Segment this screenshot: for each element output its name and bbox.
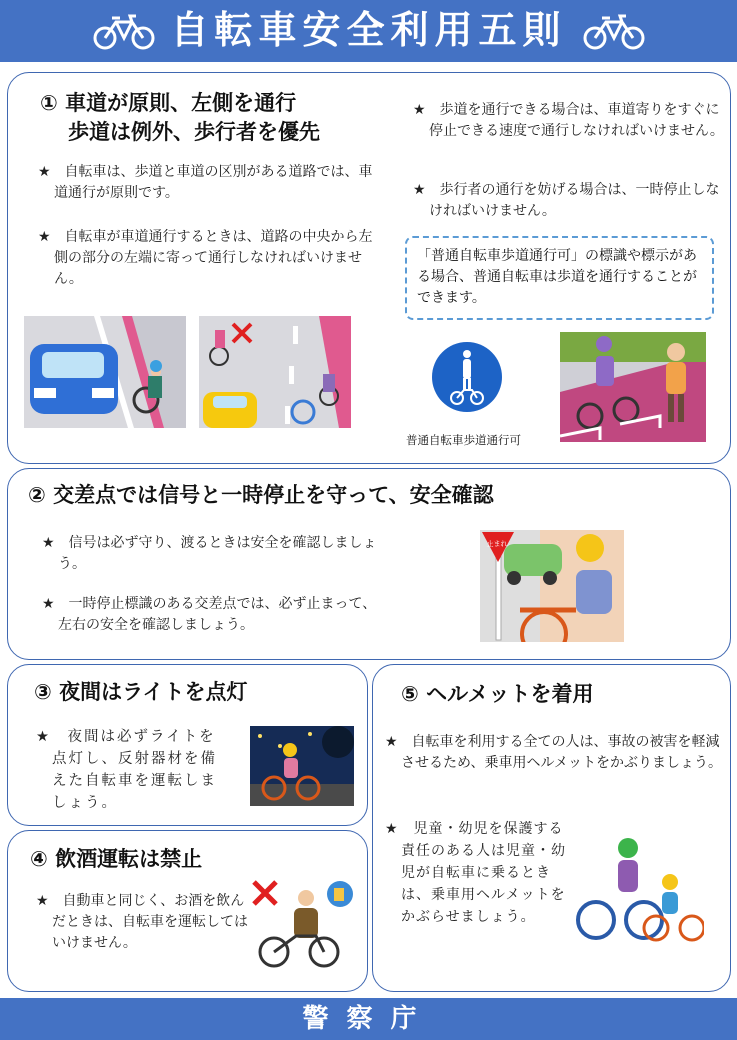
page-title: 自転車安全利用五則 xyxy=(170,8,567,52)
rule3-item: ★ 夜間は必ずライトを点灯し、反射器材を備えた自転車を運転しましょう。 xyxy=(36,729,217,811)
wrong-way-illustration xyxy=(199,316,351,428)
bicycle-icon xyxy=(92,12,156,52)
rule1-title-line2: 歩道は例外、歩行者を優先 xyxy=(68,120,320,144)
rule5-item: ★ 自転車を利用する全ての人は、事故の被害を軽減させるため、乗車用ヘルメットをかぶりましょう。 xyxy=(385,734,723,771)
rule1-item: ★ 自転車が車道通行するときは、道路の中央から左側の部分の左端に寄って通行しなければいけません。 xyxy=(38,229,373,287)
rule1-note: 「普通自転車歩道通行可」の標識や標示がある場合、普通自転車は歩道を通行することができます。 xyxy=(405,236,714,320)
rule4-title: ④ 飲酒運転は禁止 xyxy=(30,847,203,871)
helmet-family-illustration xyxy=(574,836,704,946)
stop-sign-text: 止まれ xyxy=(486,540,508,548)
rule1-item: ★ 歩行者の通行を妨げる場合は、一時停止しなければいけません。 xyxy=(413,182,720,219)
rule4-item: ★ 自動車と同じく、お酒を飲んだときは、自転車を運転してはいけません。 xyxy=(36,893,248,951)
rule3-title: ③ 夜間はライトを点灯 xyxy=(34,680,248,704)
rule2-item: ★ 一時停止標識のある交差点では、必ず止まって、左右の安全を確認しましょう。 xyxy=(42,596,377,633)
rule2-item: ★ 信号は必ず守り、渡るときは安全を確認しましょう。 xyxy=(42,535,377,572)
sidewalk-pedestrian-illustration xyxy=(560,332,706,442)
drunk-cycling-illustration xyxy=(250,876,354,972)
bicycle-icon xyxy=(582,12,646,52)
footer-agency: 警察庁 xyxy=(302,1004,435,1034)
sign-caption: 普通自転車歩道通行可 xyxy=(406,433,521,447)
rule2-title: ② 交差点では信号と一時停止を守って、安全確認 xyxy=(28,483,494,507)
rule1-item: ★ 自転車は、歩道と車道の区別がある道路では、車道通行が原則です。 xyxy=(38,164,373,201)
car-cyclist-illustration xyxy=(24,316,186,428)
rule1-title-line1: ① 車道が原則、左側を通行 xyxy=(40,91,297,115)
rule1-item: ★ 歩道を通行できる場合は、車道寄りをすぐに停止できる速度で通行しなければいけません。 xyxy=(413,102,724,139)
bicycle-sidewalk-sign-icon xyxy=(428,338,506,416)
rule5-title: ⑤ ヘルメットを着用 xyxy=(401,682,594,706)
night-cycling-illustration xyxy=(250,726,354,806)
rule5-item: ★ 児童・幼児を保護する責任のある人は児童・幼児が自転車に乗るときは、乗車用ヘルメットをかぶらせましょう。 xyxy=(385,821,566,925)
